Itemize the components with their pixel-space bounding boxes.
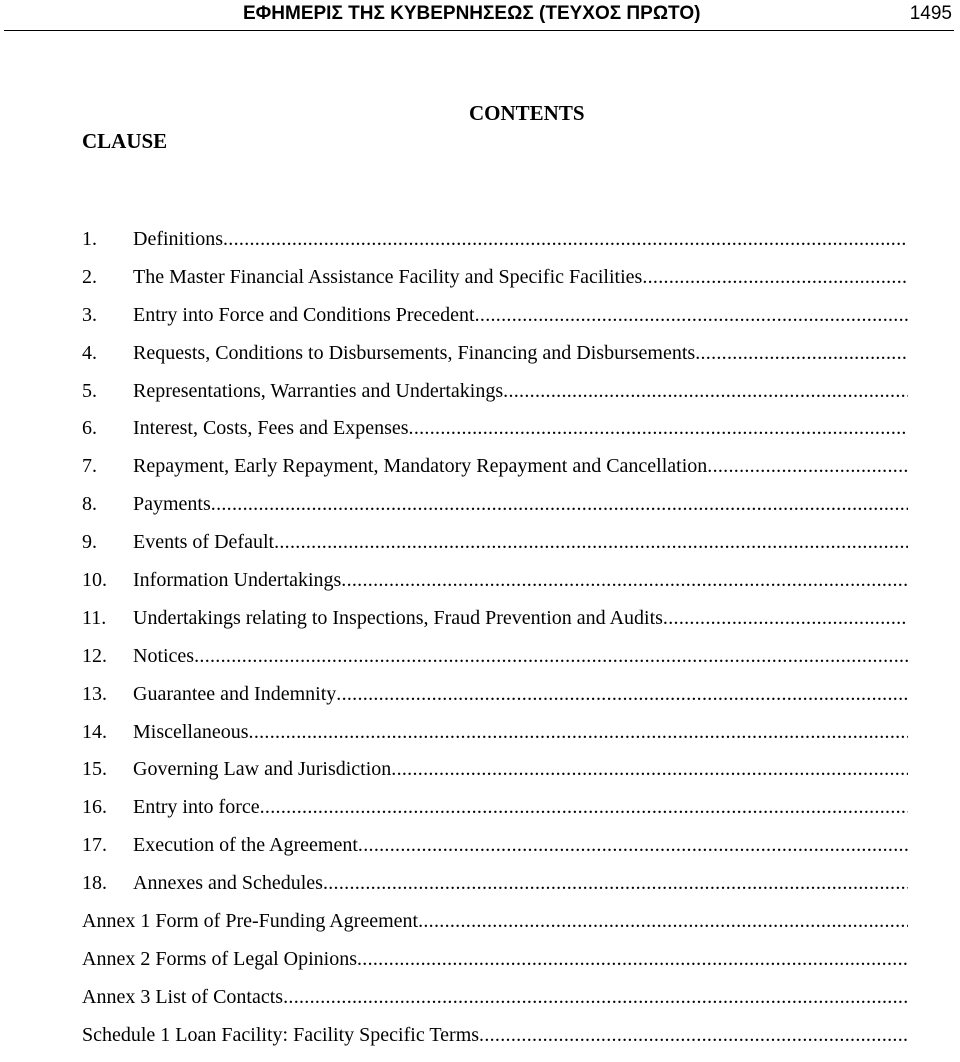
toc-entry-title: Representations, Warranties and Undertakings [133,379,504,402]
toc-entry-number: 6. [82,417,97,440]
toc-dot-leader [223,228,908,251]
toc-entry-title: Annex 1 Form of Pre-Funding Agreement [82,910,419,933]
toc-dot-leader [274,531,908,554]
toc-dot-leader [341,569,908,592]
toc-entry-number: 4. [82,341,97,364]
toc-entry-title: Annex 2 Forms of Legal Opinions [82,947,357,970]
toc-dot-leader [391,758,908,781]
toc-dot-leader [695,342,908,365]
toc-entry-number: 13. [82,682,107,705]
toc-entry-number: 14. [82,720,107,743]
toc-entry-number: 17. [82,834,107,857]
toc-dot-leader [503,380,908,403]
toc-entry-number: 5. [82,379,97,402]
toc-entry-title: Schedule 1 Loan Facility: Facility Specific Terms [82,1023,480,1046]
toc-dot-leader [357,948,908,971]
toc-entry-number: 1. [82,228,97,250]
header-rule [4,30,954,31]
toc-entry-title: Guarantee and Indemnity [133,682,337,705]
toc-entry [82,683,908,721]
toc-entry [82,417,908,455]
toc-entry [82,493,908,531]
toc-entry-title: Miscellaneous [133,720,249,743]
toc-entry-title: Events of Default [133,531,275,554]
toc-entry-title: Requests, Conditions to Disbursements, Financing and Disbursements [133,341,696,364]
toc-dot-leader [358,834,908,857]
toc-entry-number: 7. [82,455,97,478]
toc-entry [82,531,908,569]
page-header [0,0,960,30]
gazette-title: ΕΦΗΜΕΡΙΣ ΤΗΣ ΚΥΒΕΡΝΗΣΕΩΣ (ΤΕΥΧΟΣ ΠΡΩΤΟ) [243,3,701,24]
toc-entry-number: 8. [82,493,97,516]
page-number: 1495 [909,3,952,24]
toc-entry [82,796,908,834]
toc-entry [82,872,908,910]
toc-entry-number: 2. [82,265,97,288]
toc-dot-leader [418,910,908,933]
toc-dot-leader [323,872,908,895]
toc-entry-title: The Master Financial Assistance Facility and Specific Facilities [133,265,643,288]
toc-entry [82,758,908,796]
toc-dot-leader [663,607,908,630]
toc-entry-number: 3. [82,303,97,326]
toc-dot-leader [479,1024,908,1047]
toc-entry-number: 18. [82,872,107,895]
toc-entry-title: Payments [133,493,211,516]
toc-dot-leader [475,304,908,327]
toc-entry [82,304,908,342]
toc-entry-title: Entry into force [133,796,260,819]
toc-entry-title: Information Undertakings [133,569,342,592]
toc-entry-number: 16. [82,796,107,819]
toc-entry-title: Entry into Force and Conditions Precedent [133,303,475,326]
toc-dot-leader [249,721,908,744]
toc-entry-title: Execution of the Agreement [133,834,358,857]
clause-heading: CLAUSE [82,129,168,153]
toc-entry-title: Interest, Costs, Fees and Expenses [133,417,409,440]
toc-dot-leader [194,645,908,668]
toc-entry [82,569,908,607]
toc-entry [82,948,908,986]
toc-entry-title: Governing Law and Jurisdiction [133,758,392,781]
toc-dot-leader [642,266,908,289]
toc-entry [82,455,908,493]
toc-entry-number: 15. [82,758,107,781]
contents-title: CONTENTS [469,101,585,125]
toc-entry [82,380,908,418]
toc-entry-title: Annexes and Schedules [133,872,323,895]
table-of-contents [82,228,908,1062]
toc-entry-title: Repayment, Early Repayment, Mandatory Repayment and Cancellation [133,455,708,478]
toc-entry-title: Undertakings relating to Inspections, Fraud Prevention and Audits [133,606,663,629]
toc-entry [82,834,908,872]
toc-dot-leader [409,417,908,440]
toc-entry [82,986,908,1024]
toc-entry-number: 11. [82,606,107,629]
toc-dot-leader [336,683,908,706]
toc-entry [82,1024,908,1062]
toc-entry [82,266,908,304]
toc-entry [82,228,908,266]
toc-entry-title: Annex 3 List of Contacts [82,985,284,1008]
toc-entry-title: Definitions [133,228,223,250]
toc-entry-number: 9. [82,531,97,554]
toc-entry [82,645,908,683]
toc-dot-leader [283,986,908,1009]
toc-entry-number: 12. [82,644,107,667]
toc-entry [82,607,908,645]
toc-entry-title: Notices [133,644,195,667]
toc-entry [82,910,908,948]
toc-dot-leader [260,796,908,819]
toc-dot-leader [211,493,908,516]
toc-entry-number: 10. [82,569,107,592]
toc-entry [82,342,908,380]
toc-dot-leader [707,455,908,478]
toc-entry [82,721,908,759]
